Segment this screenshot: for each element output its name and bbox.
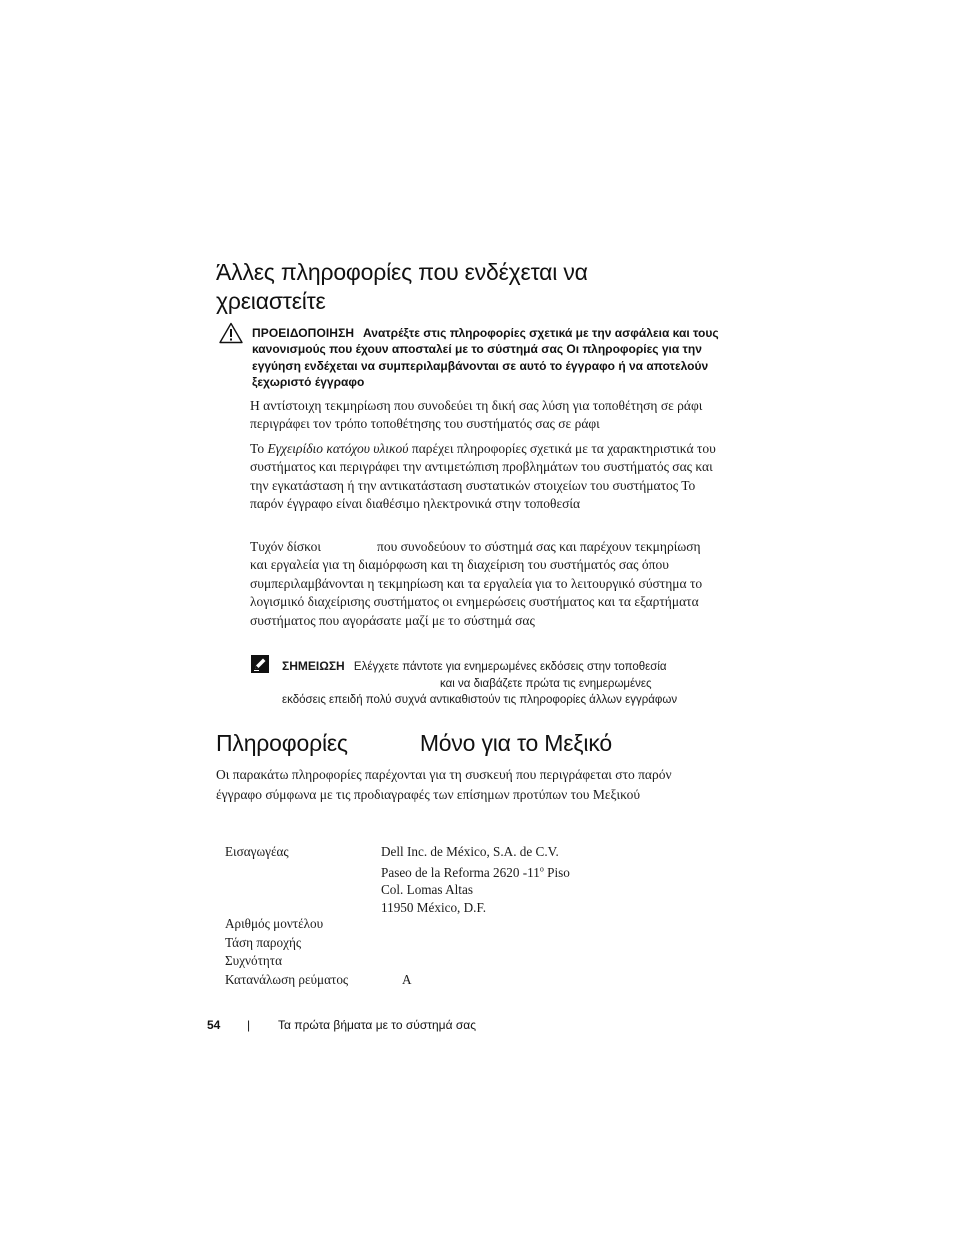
- note-line-3: εκδόσεις επειδή πολύ συχνά αντικαθιστούν τις πληροφορίες άλλων εγγράφων: [282, 694, 678, 706]
- importer-floor-sup: o: [539, 864, 544, 874]
- warning-body: Ανατρέξτε στις πληροφορίες σχετικά με την ασφάλεια και τους κανονισμούς που έχουν αποσταλεί με το σύστημά σας Οι πληροφορίες για την εγγύηση ενδέχεται να συμπεριλαμβάνονται σε αυτό το έγγραφο ή να αποτελούν ξεχωριστό έγγραφο: [252, 326, 719, 389]
- warning-label: ΠΡΟΕΙΔΟΠΟΙΗΣΗ: [252, 326, 355, 340]
- note-label: ΣΗΜΕΙΩΣΗ: [282, 659, 345, 673]
- p3-rest: που συνοδεύουν το σύστημά σας και παρέχουν τεκμηρίωση και εργαλεία για τη διαμόρφωση και τη διαχείριση του συστήματός σας όπου συμπεριλαμβάνονται η τεκμηρίωση και τα εργαλεία για το λειτουργικό σύστημα το λογισμικό διαχείρισης συστήματος οι ενημερώσεις συστήματος και τα εξαρτήματα συστήματος που αγοράσατε μαζί με το σύστημά σας: [250, 539, 703, 628]
- heading-line-1: Άλλες πληροφορίες που ενδέχεται να: [216, 259, 588, 285]
- note-pencil-icon: [251, 655, 269, 673]
- spec-value-current-unit: A: [402, 972, 412, 987]
- section-heading-mexico: [216, 729, 736, 758]
- importer-line-3: Col. Lomas Altas: [381, 882, 473, 898]
- paragraph-hardware-manual: [250, 440, 720, 514]
- importer-line-4: 11950 México, D.F.: [381, 899, 487, 915]
- spec-label-importer: Εισαγωγέας: [225, 844, 289, 859]
- spec-label-frequency: Συχνότητα: [225, 953, 283, 968]
- spec-label-voltage: Τάση παροχής: [225, 935, 302, 950]
- page-number: 54: [207, 1018, 221, 1032]
- warning-block: [252, 325, 722, 390]
- importer-street: Paseo de la Reforma 2620 -11: [381, 864, 540, 880]
- heading-mexico-part-2: Μόνο για το Μεξικό: [419, 730, 612, 756]
- importer-line-1: Dell Inc. de México, S.A. de C.V.: [381, 844, 559, 859]
- paragraph-rack-docs: Η αντίστοιχη τεκμηρίωση που συνοδεύει τη δική σας λύση για τοποθέτηση σε ράφι περιγράφει τον τρόπο τοποθέτησης του συστήματός σας σε ράφι: [250, 398, 703, 432]
- note-line-1: Ελέγχετε πάντοτε για ενημερωμένες εκδόσεις στην τοποθεσία: [353, 661, 667, 673]
- p2-prefix: Το: [250, 441, 268, 456]
- spec-label-current: Κατανάλωση ρεύματος: [225, 972, 349, 987]
- heading-line-2: χρειαστείτε: [216, 288, 326, 314]
- p2-rest: παρέχει πληροφορίες σχετικά με τα χαρακτηριστικά του συστήματος και περιγράφει την αντιμετώπιση προβλημάτων του συστήματός σας και την εγκατάσταση ή την αντικατάσταση συστατικών στοιχείων του συστήματος Το παρόν έγγραφο είναι διαθέσιμο ηλεκτρονικά στην τοποθεσία: [250, 441, 716, 512]
- note-line-2: και να διαβάζετε πρώτα τις ενημερωμένες: [440, 677, 652, 690]
- manual-title: Εγχειρίδιο κατόχου υλικού: [267, 441, 409, 456]
- heading-mexico-part-1: Πληροφορίες: [216, 730, 348, 756]
- paragraph-media-discs: [250, 538, 720, 630]
- spec-value-importer: [381, 843, 570, 916]
- p3-start: Τυχόν δίσκοι: [250, 539, 322, 554]
- importer-floor: Piso: [543, 864, 570, 880]
- note-block: [282, 658, 722, 709]
- footer-separator: |: [247, 1018, 251, 1032]
- footer-title: Τα πρώτα βήματα με το σύστημά σας: [278, 1018, 476, 1032]
- spec-label-model: Αριθμός μοντέλου: [225, 916, 324, 931]
- paragraph-mexico-intro: Οι παρακάτω πληροφορίες παρέχονται για τη συσκευή που περιγράφεται στο παρόν έγγραφο σύμφωνα με τις προδιαγραφές των επίσημων προτύπων του Μεξικού: [216, 767, 672, 802]
- warning-triangle-icon: [219, 322, 243, 344]
- importer-line-2: [381, 865, 570, 880]
- section-heading-other-info: [216, 258, 676, 316]
